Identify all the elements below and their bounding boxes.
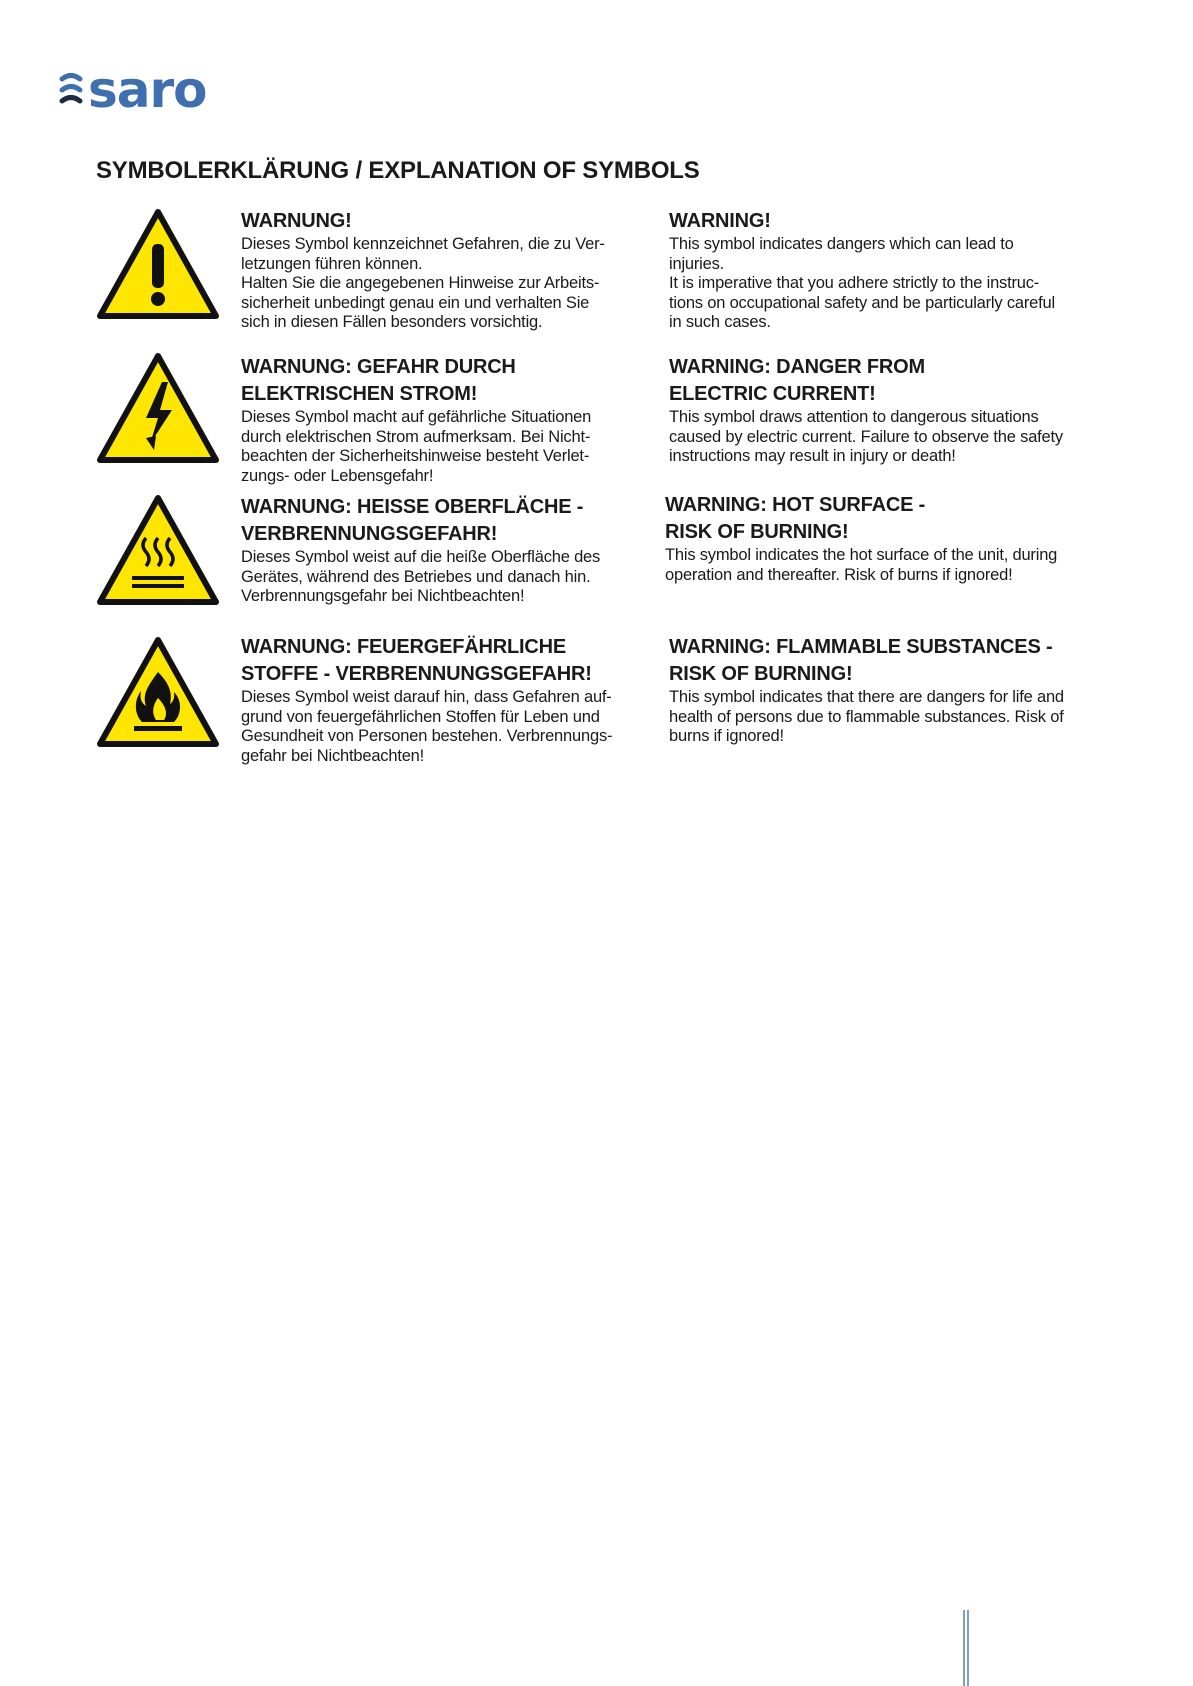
heading-line: WARNUNG!	[241, 210, 352, 232]
symbol-1-en	[669, 208, 1129, 333]
text-line: Dieses Symbol weist auf die heiße Oberfläche des	[241, 548, 601, 566]
text-line: It is imperative that you adhere strictly to the instruc-	[669, 274, 1040, 292]
heading-line: RISK OF BURNING!	[665, 521, 849, 543]
text-line: operation and thereafter. Risk of burns if ignored!	[665, 565, 1013, 584]
heading-line: RISK OF BURNING!	[669, 663, 853, 685]
heading-line: WARNING!	[669, 210, 771, 232]
text-line: Verbrennungsgefahr bei Nichtbeachten!	[241, 587, 525, 605]
electric-shock-icon	[96, 352, 220, 464]
text-line: Dieses Symbol kennzeichnet Gefahren, die zu Ver-	[241, 235, 605, 253]
symbol-4-en	[669, 634, 1129, 747]
heading-line: WARNING: DANGER FROM	[669, 356, 925, 378]
heading-line: STOFFE - VERBRENNUNGSGEFAHR!	[241, 663, 592, 685]
heading-line: ELECTRIC CURRENT!	[669, 383, 876, 405]
text-line: burns if ignored!	[669, 727, 784, 745]
symbol-3-en	[665, 492, 1125, 585]
text-line: instructions may result in injury or death!	[669, 447, 956, 465]
text-line: zungs- oder Lebensgefahr!	[241, 466, 434, 485]
text-line: sicherheit unbedingt genau ein und verhalten Sie	[241, 293, 590, 312]
symbol-1-de	[241, 208, 656, 333]
text-line: caused by electric current. Failure to observe the safety	[669, 427, 1063, 446]
page-title: SYMBOLERKLÄRUNG / EXPLANATION OF SYMBOLS	[96, 157, 700, 184]
text-line: This symbol indicates dangers which can lead to	[669, 235, 1014, 253]
flammable-icon	[96, 636, 220, 748]
text-line: health of persons due to flammable substances. Risk of	[669, 707, 1064, 726]
text-line: Dieses Symbol macht auf gefährliche Situationen	[241, 408, 592, 426]
general-warning-icon	[96, 208, 220, 320]
symbol-2-de	[241, 354, 656, 486]
symbol-3-de	[241, 494, 656, 607]
text-line: This symbol draws attention to dangerous situations	[669, 408, 1039, 426]
text-line: injuries.	[669, 254, 725, 273]
text-line: Dieses Symbol weist darauf hin, dass Gefahren auf-	[241, 688, 612, 706]
text-line: gefahr bei Nichtbeachten!	[241, 746, 425, 765]
text-line: durch elektrischen Strom aufmerksam. Bei Nicht-	[241, 427, 591, 446]
text-line: Gesundheit von Personen bestehen. Verbrennungs-	[241, 727, 613, 745]
heading-line: ELEKTRISCHEN STROM!	[241, 383, 478, 405]
text-line: sich in diesen Fällen besonders vorsichtig.	[241, 313, 543, 331]
saro-logo	[58, 61, 207, 119]
text-line: grund von feuergefährlichen Stoffen für Leben und	[241, 707, 600, 726]
text-line: This symbol indicates that there are dangers for life and	[669, 688, 1064, 706]
text-line: Halten Sie die angegebenen Hinweise zur Arbeits-	[241, 274, 600, 292]
text-line: tions on occupational safety and be particularly careful	[669, 293, 1055, 312]
footer-divider	[963, 1610, 969, 1686]
heading-line: WARNUNG: GEFAHR DURCH	[241, 356, 516, 378]
hot-surface-icon	[96, 494, 220, 606]
symbol-4-de	[241, 634, 656, 766]
saro-logo-mark-icon	[58, 70, 84, 110]
heading-line: WARNING: HOT SURFACE -	[665, 494, 926, 516]
heading-line: WARNING: FLAMMABLE SUBSTANCES -	[669, 636, 1053, 658]
heading-line: WARNUNG: FEUERGEFÄHRLICHE	[241, 636, 566, 658]
text-line: in such cases.	[669, 313, 771, 331]
text-line: Gerätes, während des Betriebes und danach hin.	[241, 567, 591, 586]
heading-line: WARNUNG: HEISSE OBERFLÄCHE -	[241, 496, 584, 518]
brand-name: saro	[88, 61, 207, 119]
text-line: beachten der Sicherheitshinweise besteht Verlet-	[241, 447, 590, 465]
text-line: This symbol indicates the hot surface of the unit, during	[665, 546, 1058, 564]
text-line: letzungen führen können.	[241, 254, 423, 273]
heading-line: VERBRENNUNGSGEFAHR!	[241, 523, 498, 545]
symbol-2-en	[669, 354, 1129, 467]
